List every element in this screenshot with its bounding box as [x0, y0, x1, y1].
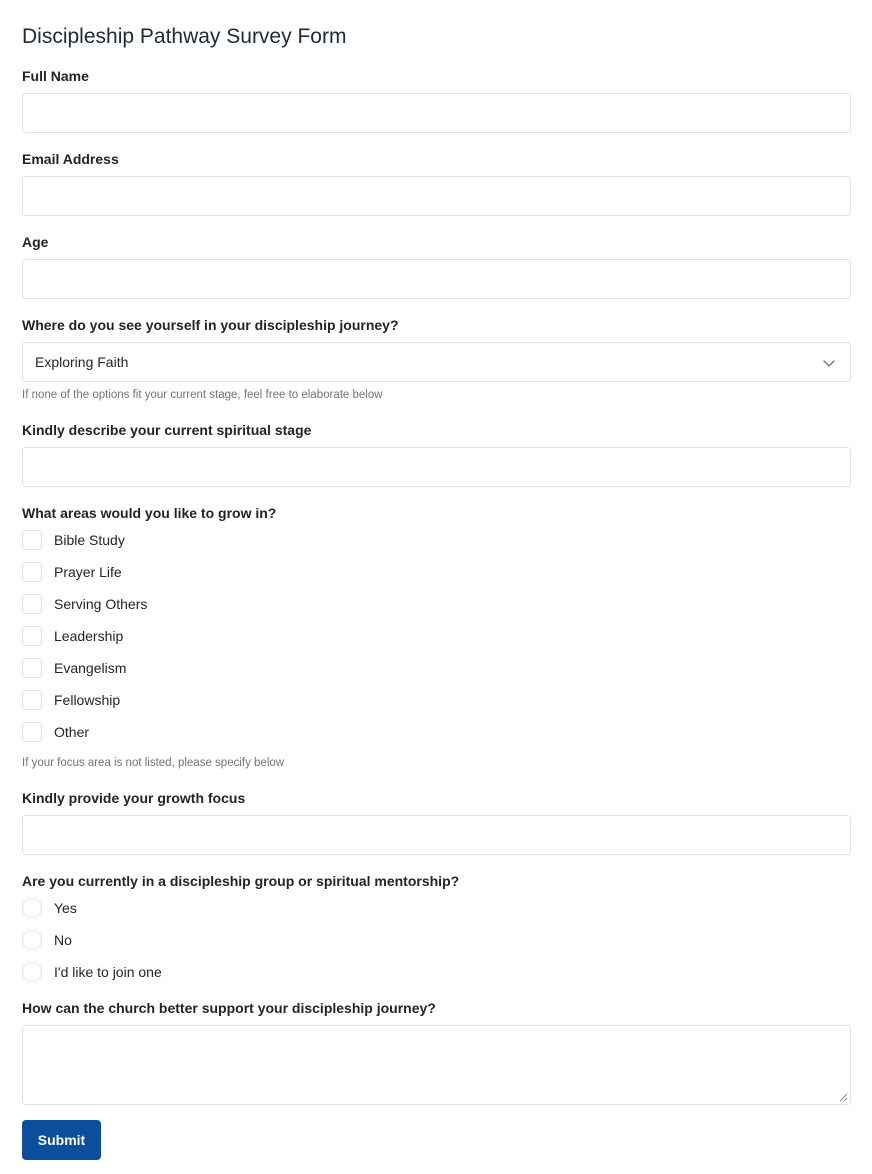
radio-option-join[interactable]: [22, 956, 162, 988]
checkbox-option-leadership[interactable]: [22, 620, 147, 652]
group-options: [22, 892, 162, 988]
checkbox[interactable]: [22, 626, 42, 646]
radio-label: Yes: [54, 900, 77, 916]
checkbox-option-bible-study[interactable]: [22, 524, 147, 556]
email-label: Email Address: [22, 151, 119, 167]
checkbox-label: Prayer Life: [54, 564, 122, 580]
page-title: Discipleship Pathway Survey Form: [22, 25, 347, 48]
checkbox[interactable]: [22, 530, 42, 550]
checkbox-label: Evangelism: [54, 660, 127, 676]
radio-button[interactable]: [22, 930, 42, 950]
checkbox-label: Fellowship: [54, 692, 121, 708]
checkbox-option-fellowship[interactable]: [22, 684, 147, 716]
age-input[interactable]: [22, 259, 851, 299]
journey-select[interactable]: [22, 342, 851, 382]
checkbox-option-prayer-life[interactable]: [22, 556, 147, 588]
age-label: Age: [22, 234, 49, 250]
radio-button[interactable]: [22, 898, 42, 918]
radio-button[interactable]: [22, 962, 42, 982]
checkbox[interactable]: [22, 722, 42, 742]
submit-button[interactable]: Submit: [22, 1120, 101, 1160]
stage-input[interactable]: [22, 447, 851, 487]
growth-label: What areas would you like to grow in?: [22, 505, 277, 521]
support-textarea[interactable]: [22, 1025, 851, 1105]
group-label: Are you currently in a discipleship group or spiritual mentorship?: [22, 873, 460, 889]
checkbox-option-other[interactable]: [22, 716, 147, 748]
radio-option-yes[interactable]: [22, 892, 162, 924]
support-label: How can the church better support your discipleship journey?: [22, 1000, 436, 1016]
radio-label: I'd like to join one: [54, 964, 162, 980]
growth-options: [22, 524, 147, 748]
growth-hint: If your focus area is not listed, please specify below: [22, 757, 285, 769]
chevron-down-icon: [822, 356, 836, 370]
radio-option-no[interactable]: [22, 924, 162, 956]
checkbox[interactable]: [22, 594, 42, 614]
checkbox-label: Serving Others: [54, 596, 148, 612]
checkbox[interactable]: [22, 690, 42, 710]
checkbox-label: Other: [54, 724, 90, 740]
focus-label: Kindly provide your growth focus: [22, 790, 246, 806]
radio-label: No: [54, 932, 72, 948]
checkbox-option-evangelism[interactable]: [22, 652, 147, 684]
stage-label: Kindly describe your current spiritual stage: [22, 422, 312, 438]
journey-hint: If none of the options fit your current stage, feel free to elaborate below: [22, 389, 383, 401]
checkbox-label: Leadership: [54, 628, 124, 644]
resize-grip-icon[interactable]: [839, 1093, 848, 1102]
journey-label: Where do you see yourself in your discipleship journey?: [22, 317, 399, 333]
checkbox[interactable]: [22, 658, 42, 678]
journey-selected-value: Exploring Faith: [35, 354, 129, 370]
email-input[interactable]: [22, 176, 851, 216]
focus-input[interactable]: [22, 815, 851, 855]
survey-form: [0, 0, 872, 50]
checkbox-label: Bible Study: [54, 532, 125, 548]
full-name-input[interactable]: [22, 93, 851, 133]
checkbox[interactable]: [22, 562, 42, 582]
full-name-label: Full Name: [22, 68, 89, 84]
checkbox-option-serving-others[interactable]: [22, 588, 147, 620]
